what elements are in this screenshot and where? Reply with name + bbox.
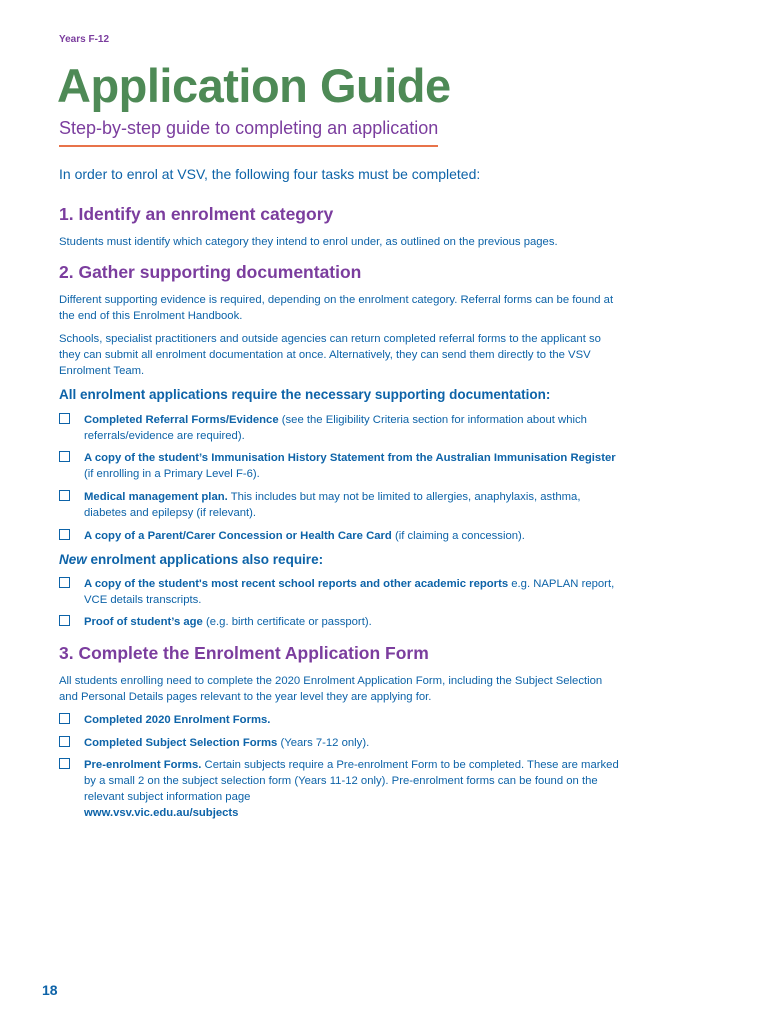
checkbox[interactable] — [59, 490, 70, 501]
checkbox[interactable] — [59, 413, 70, 424]
new-applications-heading — [59, 552, 323, 567]
checkbox[interactable] — [59, 615, 70, 626]
item-text: (if enrolling in a Primary Level F-6). — [84, 468, 260, 480]
item-text: (if claiming a concession). — [391, 530, 525, 542]
all-applications-heading: All enrolment applications require the necessary supporting documentation: — [59, 387, 551, 402]
checkbox[interactable] — [59, 451, 70, 462]
item-bold-text: Medical management plan. — [84, 491, 228, 503]
checkbox[interactable] — [59, 736, 70, 747]
checklist-item[interactable] — [59, 576, 619, 608]
section-3-text: All students enrolling need to complete the 2020 Enrolment Application Form, including the Subject Selection and Personal Details pages relevant to the year level they are applying for. — [59, 675, 603, 703]
page-subtitle: Step-by-step guide to completing an application — [59, 118, 438, 147]
item-text: (e.g. birth certificate or passport). — [202, 616, 372, 628]
item-text: (Years 7-12 only). — [277, 737, 370, 749]
section-3-heading: 3. Complete the Enrolment Application Form — [59, 643, 429, 663]
item-bold-text: A copy of a Parent/Carer Concession or Health Care Card — [84, 530, 392, 542]
checklist-item[interactable] — [59, 528, 619, 544]
item-bold-text: A copy of the student’s Immunisation History Statement from the Australian Immunisation Register — [84, 452, 616, 464]
item-bold-text: Pre-enrolment Forms. — [84, 759, 202, 771]
checklist-item[interactable] — [59, 614, 619, 630]
checkbox[interactable] — [59, 758, 70, 769]
checklist-item[interactable] — [59, 412, 619, 444]
new-heading-emphasis: New — [59, 552, 87, 567]
subjects-link[interactable]: www.vsv.vic.edu.au/subjects — [84, 807, 239, 819]
section-2-heading: 2. Gather supporting documentation — [59, 262, 362, 282]
item-bold-text: Completed Subject Selection Forms — [84, 737, 278, 749]
checklist-item[interactable] — [59, 712, 619, 728]
section-2-para-2: Schools, specialist practitioners and outside agencies can return completed referral forms to the applicant so they can submit all enrolment documentation at once. Alternatively, they can send them directly to the VSV Enrolment Team. — [59, 333, 601, 377]
checkbox[interactable] — [59, 713, 70, 724]
item-bold-text: Completed 2020 Enrolment Forms. — [84, 714, 271, 726]
intro-text: In order to enrol at VSV, the following four tasks must be completed: — [59, 166, 481, 182]
checklist-item[interactable] — [59, 450, 619, 482]
item-bold-text: Proof of student’s age — [84, 616, 203, 628]
item-text: Certain subjects require a Pre-enrolment Form to be completed. These are marked by a small 2 on the subject selection form (Years 11-12 only). Pre-enrolment forms can be found on the relevant subject information page — [84, 759, 619, 803]
item-text: e.g. NAPLAN report, VCE details transcripts. — [84, 578, 615, 606]
item-text: This includes but may not be limited to allergies, anaphylaxis, asthma, diabetes and epilepsy (if relevant). — [84, 491, 581, 519]
checklist-item[interactable] — [59, 735, 619, 751]
section-1-heading: 1. Identify an enrolment category — [59, 204, 334, 224]
item-bold-text: A copy of the student's most recent school reports and other academic reports — [84, 578, 509, 590]
item-text: (see the Eligibility Criteria section for information about which referrals/evidence are required). — [84, 414, 587, 442]
checklist-item[interactable] — [59, 757, 619, 821]
checkbox[interactable] — [59, 577, 70, 588]
new-heading-text: enrolment applications also require: — [86, 552, 324, 567]
eyebrow-label: Years F-12 — [59, 34, 110, 45]
checklist-item[interactable] — [59, 489, 619, 521]
checkbox[interactable] — [59, 529, 70, 540]
section-2-para-1: Different supporting evidence is required, depending on the enrolment category. Referral forms can be found at the end of this Enrolment Handbook. — [59, 294, 614, 322]
page-title: Application Guide — [57, 59, 451, 112]
page-number: 18 — [42, 982, 58, 998]
item-bold-text: Completed Referral Forms/Evidence — [84, 414, 279, 426]
section-1-text: Students must identify which category they intend to enrol under, as outlined on the previous pages. — [59, 236, 558, 248]
